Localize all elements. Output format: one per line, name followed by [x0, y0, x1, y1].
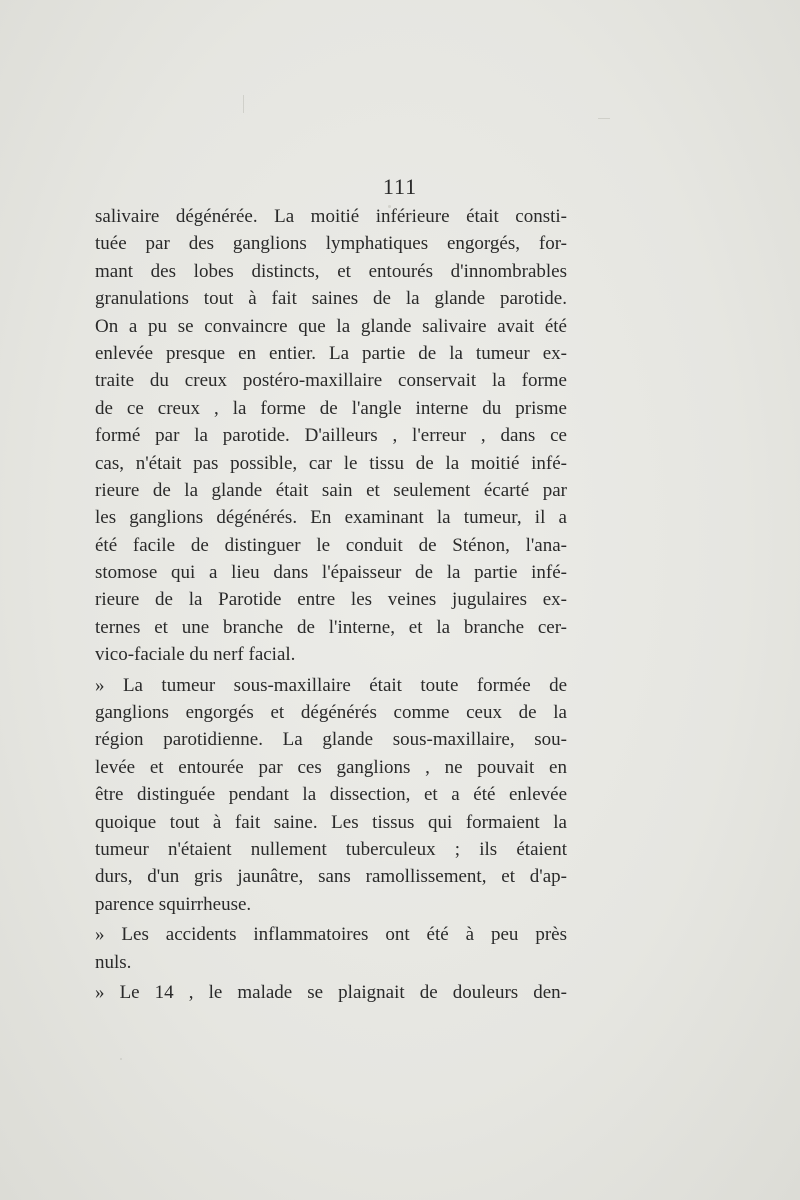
text-line: de ce creux , la forme de l'angle interne du prisme [95, 397, 567, 419]
paragraph [95, 921, 567, 976]
text-line: traite du creux postéro-maxillaire conservait la forme [95, 370, 567, 392]
text-line: formé par la parotide. D'ailleurs , l'erreur , dans ce [95, 425, 567, 447]
text-line: tuée par des ganglions lymphatiques engorgés, for- [95, 233, 567, 255]
text-line: être distinguée pendant la dissection, et a été enlevée [95, 784, 567, 806]
text-line: » La tumeur sous-maxillaire était toute formée de [95, 674, 567, 696]
text-line: tumeur n'étaient nullement tuberculeux ; ils étaient [95, 838, 567, 860]
page-number: 111 [382, 174, 418, 199]
text-line: région parotidienne. La glande sous-maxillaire, sou- [95, 729, 567, 751]
text-line: ternes et une branche de l'interne, et la branche cer- [95, 616, 567, 638]
text-line: les ganglions dégénérés. En examinant la tumeur, il a [95, 507, 567, 529]
text-line: rieure de la glande était sain et seulement écarté par [95, 479, 567, 501]
text-line: granulations tout à fait saines de la glande parotide. [95, 288, 567, 310]
text-line: mant des lobes distincts, et entourés d'innombrables [95, 260, 567, 282]
paragraph [95, 203, 567, 669]
paper-fiber [598, 118, 610, 119]
text-line: enlevée presque en entier. La partie de la tumeur ex- [95, 342, 567, 364]
text-line: été facile de distinguer le conduit de Sténon, l'ana- [95, 534, 567, 556]
text-line: quoique tout à fait saine. Les tissus qui formaient la [95, 811, 567, 833]
paper-fiber [120, 1058, 122, 1060]
body-text [95, 203, 567, 1006]
text-line: On a pu se convaincre que la glande salivaire avait été [95, 315, 567, 337]
text-line: parence squirrheuse. [95, 893, 252, 915]
text-line: » Le 14 , le malade se plaignait de douleurs den- [95, 981, 567, 1003]
text-line: salivaire dégénérée. La moitié inférieure était consti- [95, 206, 567, 227]
paper-fiber [243, 95, 244, 113]
text-line: cas, n'était pas possible, car le tissu de la moitié infé- [95, 452, 567, 474]
text-line: durs, d'un gris jaunâtre, sans ramollissement, et d'ap- [95, 866, 567, 888]
paragraph [95, 672, 567, 919]
text-line: stomose qui a lieu dans l'épaisseur de la partie infé- [95, 562, 567, 584]
paragraph [95, 979, 567, 1006]
text-line: » Les accidents inflammatoires ont été à peu près [95, 924, 567, 946]
text-line: levée et entourée par ces ganglions , ne pouvait en [95, 756, 567, 778]
text-line: rieure de la Parotide entre les veines jugulaires ex- [95, 589, 567, 611]
text-line: vico-faciale du nerf facial. [95, 644, 296, 666]
text-line: nuls. [95, 951, 132, 973]
text-line: ganglions engorgés et dégénérés comme ceux de la [95, 702, 567, 724]
